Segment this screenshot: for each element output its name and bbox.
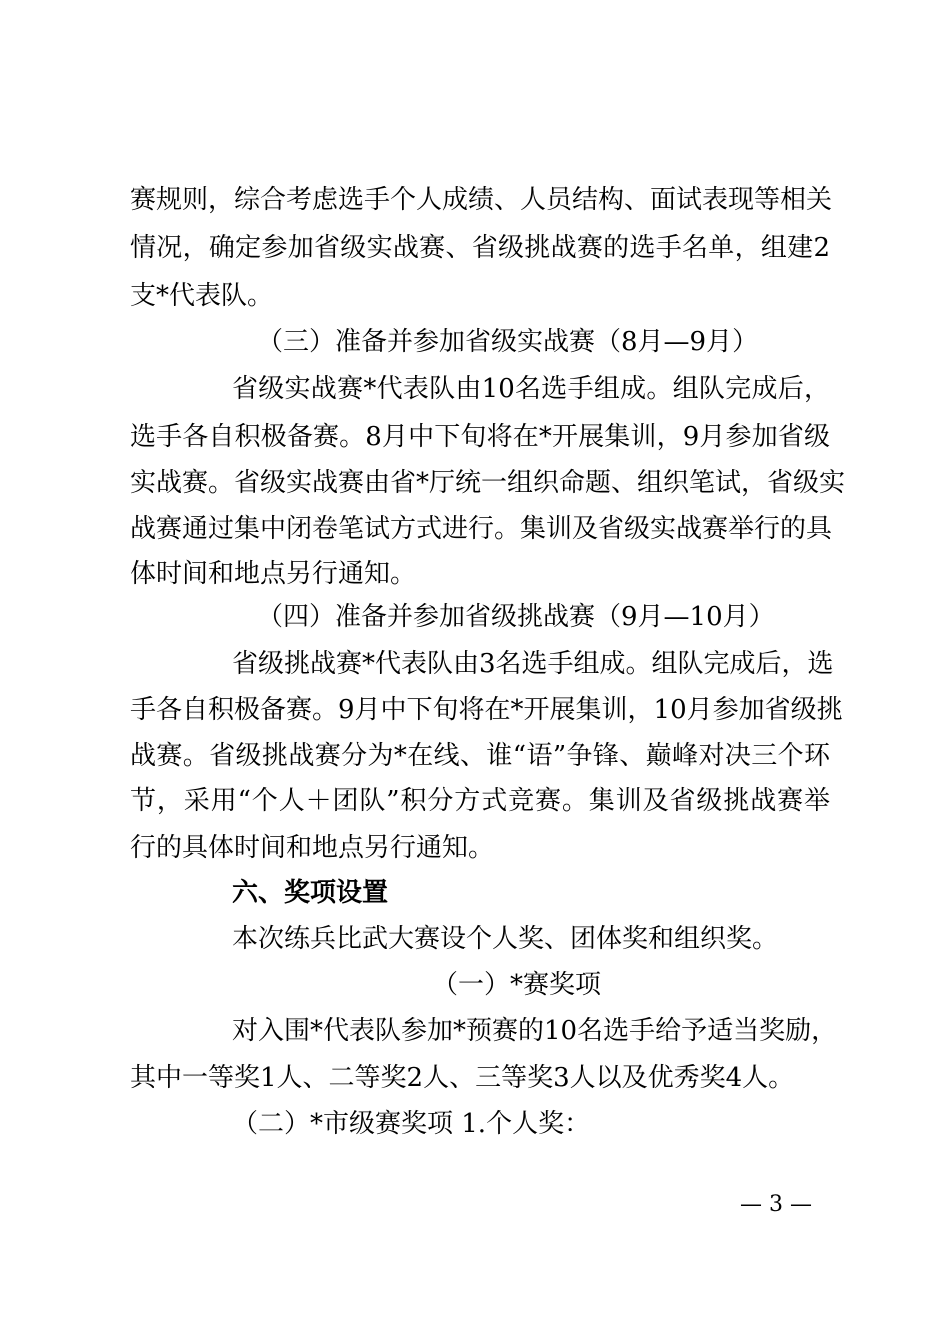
paragraph-line: 省级实战赛*代表队由10名选手组成。组队完成后， — [232, 374, 830, 404]
paragraph-line: 其中一等奖1人、二等奖2人、三等奖3人以及优秀奖4人。 — [130, 1063, 795, 1093]
paragraph-line: 对入围*代表队参加*预赛的10名选手给予适当奖励， — [232, 1016, 838, 1046]
page-number: — 3 — — [740, 1192, 812, 1217]
chapter-heading: 六、奖项设置 — [232, 878, 389, 908]
paragraph-line: 选手各自积极备赛。8月中下旬将在*开展集训，9月参加省级 — [130, 422, 830, 452]
paragraph-line: 本次练兵比武大赛设个人奖、团体奖和组织奖。 — [232, 924, 779, 954]
section-heading: （二）*市级赛奖项 1.个人奖： — [232, 1109, 591, 1139]
paragraph-line: 情况，确定参加省级实战赛、省级挑战赛的选手名单，组建2 — [130, 233, 830, 263]
section-heading: （四）准备并参加省级挑战赛（9月—10月） — [257, 602, 775, 632]
section-heading: （三）准备并参加省级实战赛（8月—9月） — [257, 327, 759, 357]
paragraph-line: 省级挑战赛*代表队由3名选手组成。组队完成后，选 — [232, 649, 834, 679]
paragraph-line: 战赛。省级挑战赛分为*在线、谁“语”争锋、巅峰对决三个环 — [130, 741, 830, 771]
paragraph-line: 战赛通过集中闭卷笔试方式进行。集训及省级实战赛举行的具 — [130, 514, 833, 544]
paragraph-line: 行的具体时间和地点另行通知。 — [130, 833, 495, 863]
paragraph-line: 实战赛。省级实战赛由省*厅统一组织命题、组织笔试，省级实 — [130, 468, 846, 498]
section-heading: （一）*赛奖项 — [432, 970, 602, 1000]
paragraph-line: 赛规则，综合考虑选手个人成绩、人员结构、面试表现等相关 — [130, 185, 833, 215]
paragraph-line: 节，采用“个人＋团队”积分方式竞赛。集训及省级挑战赛举 — [130, 786, 830, 816]
paragraph-line: 体时间和地点另行通知。 — [130, 559, 417, 589]
paragraph-line: 手各自积极备赛。9月中下旬将在*开展集训，10月参加省级挑 — [130, 695, 843, 725]
paragraph-line: 支*代表队。 — [130, 281, 274, 311]
